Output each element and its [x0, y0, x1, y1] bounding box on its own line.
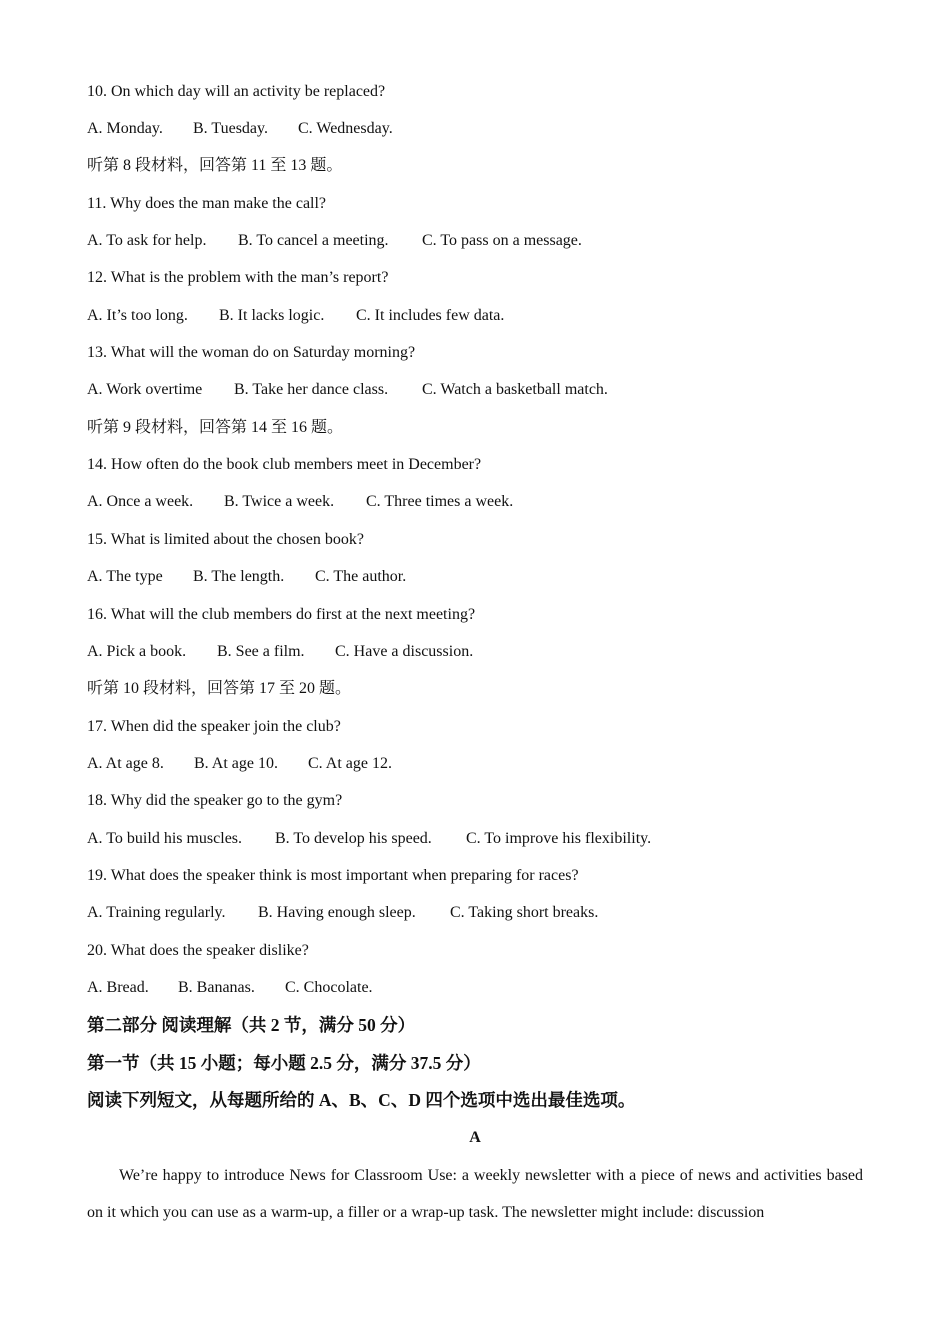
section-10-instruction: 听第 10 段材料，回答第 17 至 20 题。 [87, 680, 352, 697]
question-17: 17. When did the speaker join the club? [87, 718, 341, 735]
options-13 [87, 379, 608, 401]
question-16: 16. What will the club members do first at the next meeting? [87, 606, 476, 623]
question-10: 10. On which day will an activity be replaced? [87, 83, 386, 100]
option-c: C. The author. [315, 568, 407, 585]
options-11 [87, 230, 582, 252]
passage-a-body: We’re happy to introduce News for Classroom Use: a weekly newsletter with a piece of news and activities based on it which you can use as a warm-up, a filler or a wrap-up task. The newsletter might include: discussion [87, 1167, 863, 1221]
options-18 [87, 828, 651, 850]
option-a: A. Pick a book. [87, 643, 187, 660]
option-b: B. It lacks logic. [219, 307, 325, 324]
option-a: A. To ask for help. [87, 232, 207, 249]
question-13: 13. What will the woman do on Saturday morning? [87, 344, 416, 361]
reading-instruction: 阅读下列短文，从每题所给的 A、B、C、D 四个选项中选出最佳选项。 [87, 1090, 636, 1110]
option-c: C. Taking short breaks. [450, 904, 599, 921]
option-b: B. Bananas. [178, 979, 255, 996]
option-a: A. To build his muscles. [87, 830, 243, 847]
option-a: A. Work overtime [87, 381, 203, 398]
part-two-title: 第二部分 阅读理解（共 2 节，满分 50 分） [87, 1015, 416, 1035]
option-b: B. At age 10. [194, 755, 278, 772]
options-19 [87, 902, 598, 924]
options-10 [87, 118, 393, 140]
option-b: B. Take her dance class. [234, 381, 389, 398]
option-c: C. To pass on a message. [422, 232, 582, 249]
question-12: 12. What is the problem with the man’s report? [87, 269, 389, 286]
section-8-instruction: 听第 8 段材料，回答第 11 至 13 题。 [87, 157, 343, 174]
question-19: 19. What does the speaker think is most important when preparing for races? [87, 867, 579, 884]
passage-label: A [469, 1129, 481, 1146]
option-a: A. It’s too long. [87, 307, 188, 324]
option-b: B. To cancel a meeting. [238, 232, 389, 249]
option-b: B. See a film. [217, 643, 305, 660]
option-a: A. At age 8. [87, 755, 164, 772]
section-one-title: 第一节（共 15 小题；每小题 2.5 分，满分 37.5 分） [87, 1053, 481, 1073]
question-15: 15. What is limited about the chosen book? [87, 531, 364, 548]
options-12 [87, 305, 504, 327]
option-c: C. Three times a week. [366, 493, 514, 510]
option-c: C. Chocolate. [285, 979, 373, 996]
question-11: 11. Why does the man make the call? [87, 195, 327, 212]
passage-a-text [87, 1157, 863, 1231]
option-a: A. The type [87, 568, 163, 585]
option-b: B. The length. [193, 568, 285, 585]
option-a: A. Bread. [87, 979, 149, 996]
section-9-instruction: 听第 9 段材料，回答第 14 至 16 题。 [87, 419, 344, 436]
option-a: A. Once a week. [87, 493, 194, 510]
options-16 [87, 641, 473, 663]
option-a: A. Training regularly. [87, 904, 226, 921]
option-c: C. To improve his flexibility. [466, 830, 652, 847]
option-a: A. Monday. [87, 120, 163, 137]
options-17 [87, 753, 392, 775]
option-c: C. It includes few data. [356, 307, 505, 324]
options-20 [87, 977, 373, 999]
option-b: B. To develop his speed. [275, 830, 432, 847]
option-b: B. Tuesday. [193, 120, 268, 137]
question-14: 14. How often do the book club members meet in December? [87, 456, 482, 473]
option-c: C. Have a discussion. [335, 643, 474, 660]
option-b: B. Having enough sleep. [258, 904, 416, 921]
option-c: C. At age 12. [308, 755, 392, 772]
option-c: C. Watch a basketball match. [422, 381, 608, 398]
options-14 [87, 491, 513, 513]
question-20: 20. What does the speaker dislike? [87, 942, 309, 959]
question-18: 18. Why did the speaker go to the gym? [87, 792, 343, 809]
options-15 [87, 566, 406, 588]
option-c: C. Wednesday. [298, 120, 393, 137]
option-b: B. Twice a week. [224, 493, 335, 510]
